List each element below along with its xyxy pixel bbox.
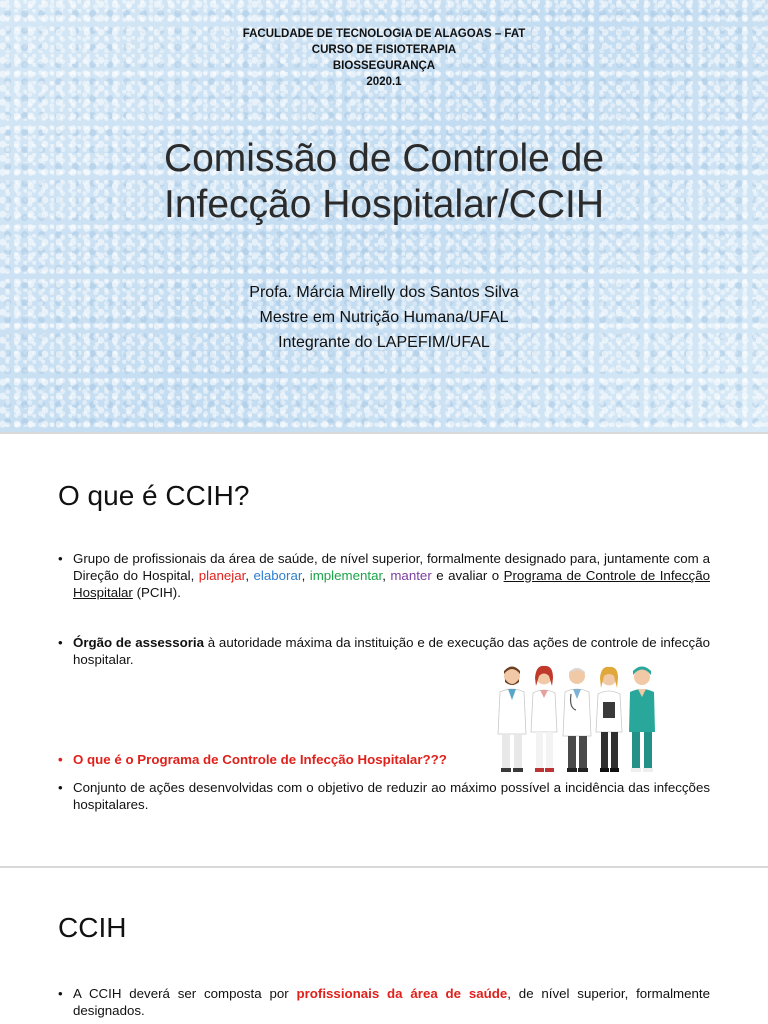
header-line: CURSO DE FISIOTERAPIA xyxy=(311,44,457,56)
institution-header xyxy=(0,26,768,90)
doctor-figure xyxy=(531,666,557,772)
title-slide xyxy=(0,0,768,432)
header-line: FACULDADE DE TECNOLOGIA DE ALAGOAS – FAT xyxy=(242,28,526,40)
composition-slide xyxy=(0,868,768,1024)
author-line: Integrante do LAPEFIM/UFAL xyxy=(278,334,490,351)
bullet-definition: • Grupo de profissionais da área de saúde, de nível superior, formalmente designado para, juntamente com a Direção do Hospital, planejar, elaborar, implementar, manter e avaliar o Programa de Controle de Infecção Hospitalar (PCIH). xyxy=(58,550,710,601)
word-manter: manter xyxy=(390,568,432,583)
highlight-professionals: profissionais da área de saúde xyxy=(296,986,508,1001)
author-block xyxy=(0,280,768,355)
slide-title: O que é CCIH? xyxy=(58,480,250,511)
title-line: Comissão de Controle de xyxy=(163,137,605,180)
bullet-advisory: • Órgão de assessoria à autoridade máxima da instituição e de execução das ações de controle de infecção hospitalar. xyxy=(58,634,710,668)
header-line: 2020.1 xyxy=(366,76,402,88)
word-elaborar: elaborar xyxy=(253,568,302,583)
author-line: Profa. Márcia Mirelly dos Santos Silva xyxy=(249,284,519,301)
definition-slide xyxy=(0,434,768,866)
bullet-answer: • Conjunto de ações desenvolvidas com o objetivo de reduzir ao máximo possível a incidência das infecções hospitalares. xyxy=(58,779,710,813)
doctor-figure xyxy=(498,667,526,773)
bullet-question: • O que é o Programa de Controle de Infecção Hospitalar??? xyxy=(58,751,710,768)
presentation-title xyxy=(0,136,768,228)
doctor-figure xyxy=(563,668,591,772)
doctor-figure xyxy=(629,667,655,773)
slide-title: CCIH xyxy=(58,912,127,943)
doctor-figure xyxy=(596,667,622,772)
program-name: Programa de Controle de Infecção Hospitalar xyxy=(73,568,710,600)
health-professionals-illustration xyxy=(494,662,662,774)
header-line: BIOSSEGURANÇA xyxy=(332,60,436,72)
advisory-bold: Órgão de assessoria xyxy=(73,635,204,650)
bullet-composition: • A CCIH deverá ser composta por profissionais da área de saúde, de nível superior, formalmente designados. xyxy=(58,985,710,1019)
word-implementar: implementar xyxy=(309,568,383,583)
word-planejar: planejar xyxy=(198,568,246,583)
title-line: Infecção Hospitalar/CCIH xyxy=(163,183,604,226)
author-line: Mestre em Nutrição Humana/UFAL xyxy=(259,309,509,326)
